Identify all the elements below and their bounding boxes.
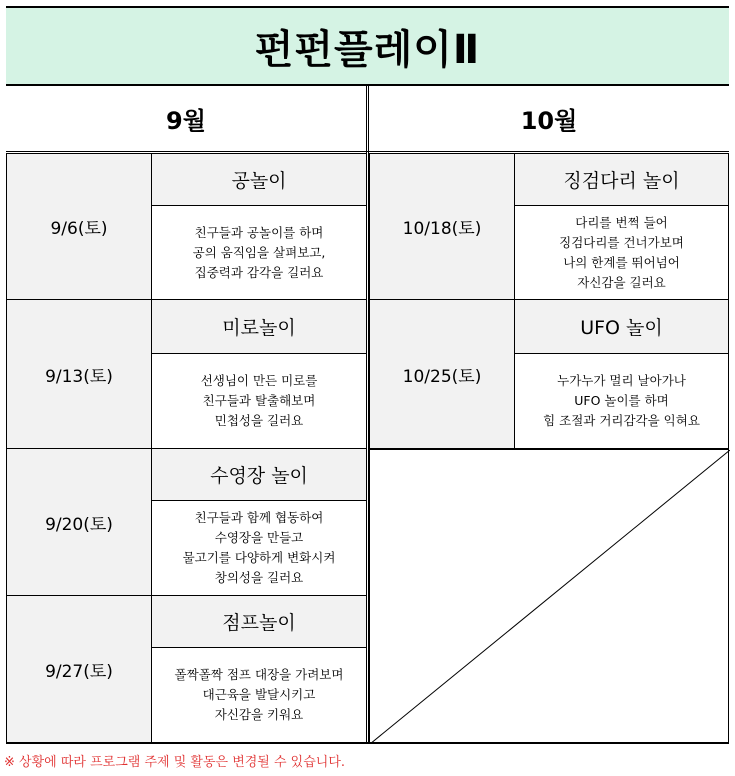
activity-title: 점프놀이 [151,595,367,648]
schedule-date: 10/18(토) [369,153,515,300]
page-title: 펀펀플레이Ⅱ [254,26,481,73]
activity-title: UFO 놀이 [514,299,729,354]
schedule-date: 9/13(토) [6,299,152,449]
diagonal-line [370,450,730,744]
activity-description [151,205,367,300]
activity-title: 미로놀이 [151,299,367,354]
title-bar [6,6,729,86]
description-line: 물고기를 다양하게 변화시켜 [182,550,336,565]
activity-description [514,353,729,449]
activity-description [151,353,367,449]
activity-title: 공놀이 [151,153,367,206]
activity-title: 징검다리 놀이 [514,153,729,206]
description-line: 공의 움직임을 살펴보고, [192,244,326,260]
schedule-date: 9/27(토) [6,595,152,743]
description-line: 다리를 번쩍 들어 [575,214,668,230]
description-line: 민첩성을 길러요 [214,413,304,428]
schedule-date: 9/6(토) [6,153,152,300]
schedule-date: 9/20(토) [6,448,152,596]
month-header-september: 9월 [166,107,206,135]
description-line: 집중력과 감각을 길러요 [194,264,324,280]
table-bottom-border [6,742,729,744]
activity-description [151,500,367,596]
description-line: 선생님이 만든 미로를 [200,373,318,388]
description-line: 힘 조절과 거리감각을 익혀요 [543,413,700,428]
description-line: 창의성을 길러요 [214,570,304,585]
activity-title: 수영장 놀이 [151,448,367,501]
footnote: ※ 상황에 따라 프로그램 주제 및 활동은 변경될 수 있습니다. [4,755,346,770]
description-line: 나의 한계를 뛰어넘어 [563,254,680,270]
description-line: 친구들과 탈출해보며 [202,393,316,408]
activity-description [151,647,367,743]
description-line: 징검다리를 건너가보며 [559,234,684,250]
activity-description [514,205,729,300]
description-line: 수영장을 만들고 [214,530,304,545]
description-line: 친구들과 공놀이를 하며 [194,224,324,240]
description-line: UFO 놀이를 하며 [574,393,669,408]
description-line: 폴짝폴짝 점프 대장을 가려보며 [174,667,344,682]
month-header-october: 10월 [520,107,578,135]
description-line: 자신감을 키워요 [214,707,304,722]
empty-cell [369,449,729,743]
description-line: 대근육을 발달시키고 [202,687,316,702]
schedule-date: 10/25(토) [369,299,515,449]
description-line: 누가누가 멀리 날아가나 [557,373,686,388]
description-line: 자신감을 길러요 [577,274,666,290]
description-line: 친구들과 함께 협동하여 [194,510,324,525]
